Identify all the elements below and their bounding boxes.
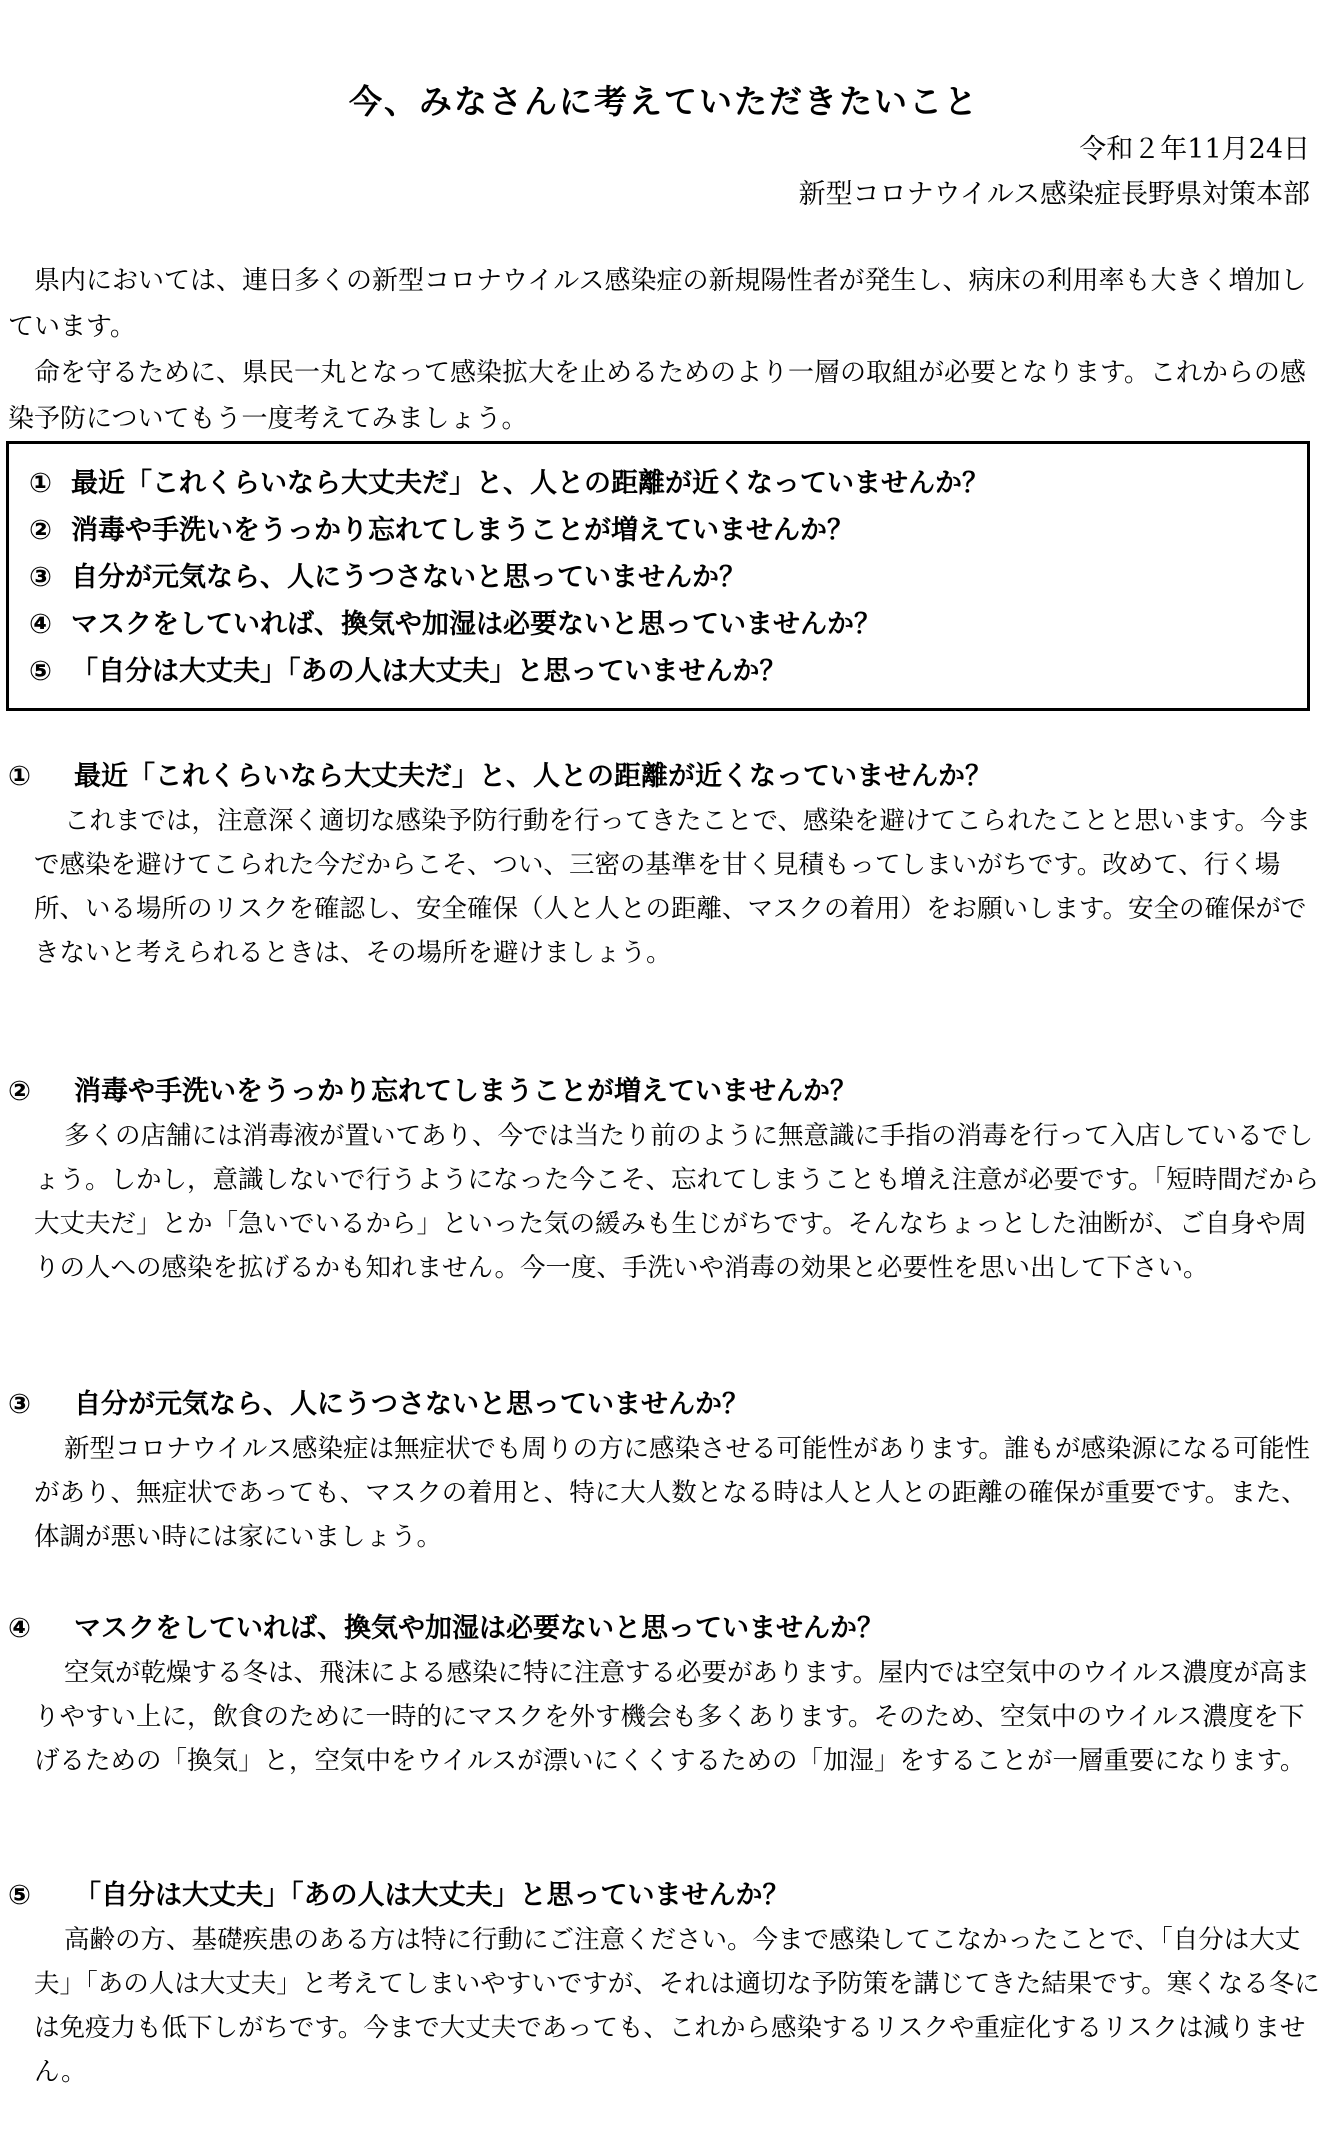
- section-1: [8, 755, 1320, 975]
- section-2: [8, 1070, 1320, 1290]
- issuing-organization: 新型コロナウイルス感染症長野県対策本部: [798, 179, 1310, 210]
- section-heading-text: 自分が元気なら、人にうつさないと思っていませんか？: [74, 1389, 749, 1420]
- section-heading-text: 最近「これくらいなら大丈夫だ」と、人との距離が近くなっていませんか？: [74, 761, 992, 792]
- section-4: [8, 1607, 1320, 1783]
- intro-paragraph-2: 命を守るために、県民一丸となって感染拡大を止めるためのより一層の取組が必要となります。これからの感染予防についてもう一度考えてみましょう。: [8, 358, 1306, 434]
- section-body: 空気が乾燥する冬は、飛沫による感染に特に注意する必要があります。屋内では空気中のウイルス濃度が高まりやすい上に，飲食のために一時的にマスクを外す機会も多くあります。そのため、空気中のウイルス濃度を下げるための「換気」と，空気中をウイルスが漂いにくくするための「加湿」をすることが一層重要になります。: [34, 1658, 1310, 1776]
- section-5: [8, 1874, 1320, 2094]
- intro-paragraph-1: 県内においては、連日多くの新型コロナウイルス感染症の新規陽性者が発生し、病床の利用率も大きく増加しています。: [8, 266, 1307, 342]
- section-number: ⑤: [8, 1880, 31, 1911]
- summary-item-1: [29, 460, 1307, 507]
- intro-text: [8, 258, 1320, 442]
- summary-item-number: ③: [29, 562, 52, 593]
- section-number: ②: [8, 1076, 31, 1107]
- summary-item-5: [29, 648, 1307, 695]
- section-heading: [8, 755, 1320, 799]
- summary-item-number: ②: [29, 515, 52, 546]
- section-number: ①: [8, 761, 31, 792]
- document-title: 今、みなさんに考えていただきたいこと: [349, 82, 979, 121]
- section-body: 新型コロナウイルス感染症は無症状でも周りの方に感染させる可能性があります。誰もが感染源になる可能性があり、無症状であっても、マスクの着用と、特に大人数となる時は人と人との距離の確保が重要です。また、体調が悪い時には家にいましょう。: [34, 1434, 1310, 1552]
- section-number: ④: [8, 1613, 31, 1644]
- summary-item-number: ④: [29, 609, 52, 640]
- summary-item-text: 「自分は大丈夫」「あの人は大丈夫」と思っていませんか？: [71, 656, 787, 687]
- summary-item-text: 消毒や手洗いをうっかり忘れてしまうことが増えていませんか？: [71, 515, 854, 546]
- summary-item-text: マスクをしていれば、換気や加湿は必要ないと思っていませんか？: [71, 609, 881, 640]
- section-heading: [8, 1383, 1320, 1427]
- summary-item-2: [29, 507, 1307, 554]
- summary-item-number: ①: [29, 468, 52, 499]
- section-body: これまでは，注意深く適切な感染予防行動を行ってきたことで、感染を避けてこられたことと思います。今まで感染を避けてこられた今だからこそ、つい、三密の基準を甘く見積もってしまいがちです。改めて、行く場所、いる場所のリスクを確認し、安全確保（人と人との距離、マスクの着用）をお願いします。安全の確保ができないと考えられるときは、その場所を避けましょう。: [34, 806, 1311, 968]
- section-heading-text: マスクをしていれば、換気や加湿は必要ないと思っていませんか？: [74, 1613, 884, 1644]
- section-3: [8, 1383, 1320, 1559]
- document-date: 令和２年11月24日: [1079, 134, 1310, 165]
- summary-item-text: 最近「これくらいなら大丈夫だ」と、人との距離が近くなっていませんか？: [71, 468, 989, 499]
- summary-item-text: 自分が元気なら、人にうつさないと思っていませんか？: [71, 562, 746, 593]
- section-heading-text: 消毒や手洗いをうっかり忘れてしまうことが増えていませんか？: [74, 1076, 857, 1107]
- section-heading-text: 「自分は大丈夫」「あの人は大丈夫」と思っていませんか？: [74, 1880, 790, 1911]
- section-body: 多くの店舗には消毒液が置いてあり、今では当たり前のように無意識に手指の消毒を行って入店しているでしょう。しかし，意識しないで行うようになった今こそ、忘れてしまうことも増え注意が必要です。「短時間だから大丈夫だ」とか「急いでいるから」といった気の緩みも生じがちです。そんなちょっとした油断が、ご自身や周りの人への感染を拡げるかも知れません。今一度、手洗いや消毒の効果と必要性を思い出して下さい。: [34, 1121, 1320, 1283]
- section-heading: [8, 1874, 1320, 1918]
- summary-item-4: [29, 601, 1307, 648]
- section-heading: [8, 1607, 1320, 1651]
- summary-item-3: [29, 554, 1307, 601]
- section-body: 高齢の方、基礎疾患のある方は特に行動にご注意ください。今まで感染してこなかったことで、「自分は大丈夫」「あの人は大丈夫」と考えてしまいやすいですが、それは適切な予防策を講じてきた結果です。寒くなる冬には免疫力も低下しがちです。今まで大丈夫であっても、これから感染するリスクや重症化するリスクは減りません。: [34, 1925, 1320, 2087]
- summary-box: [6, 441, 1310, 711]
- section-heading: [8, 1070, 1320, 1114]
- summary-item-number: ⑤: [29, 656, 52, 687]
- section-number: ③: [8, 1389, 31, 1420]
